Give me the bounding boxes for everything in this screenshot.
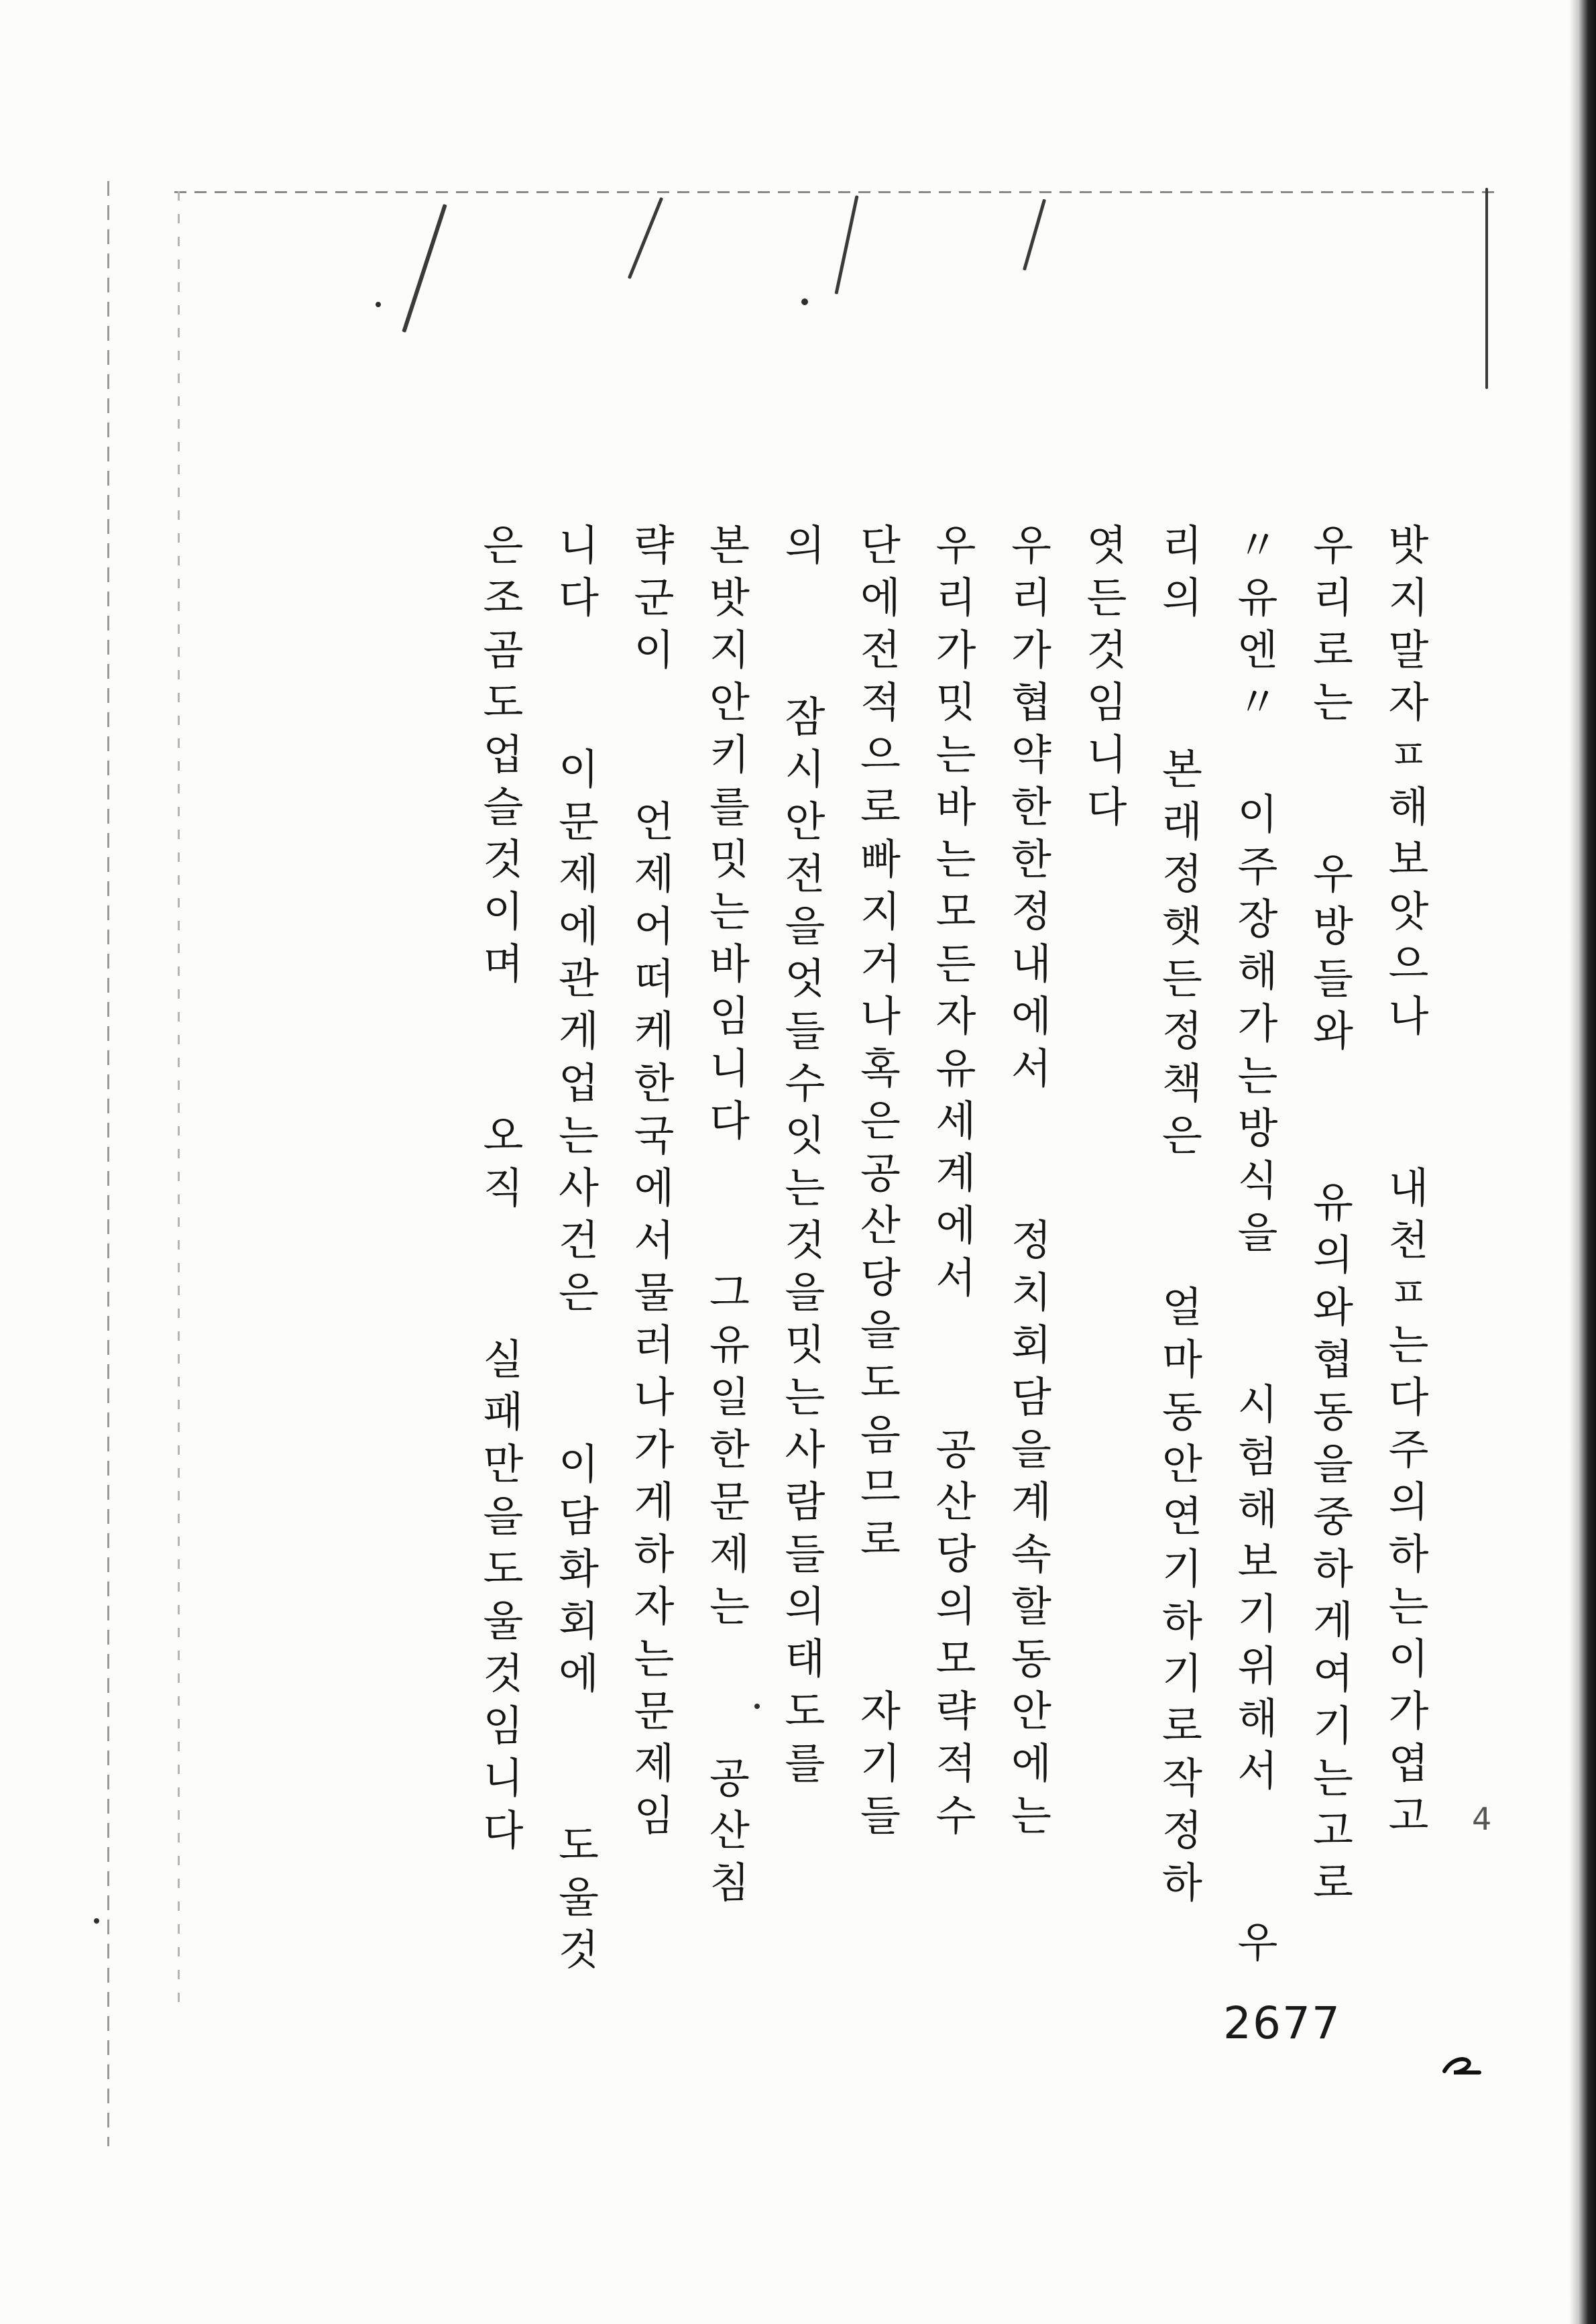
scan-speck	[801, 298, 808, 305]
scan-speck	[94, 1918, 99, 1924]
text-column: 은조곰도업슬것이며 오직 실패만을도울것임니다	[475, 523, 524, 1861]
page-number: 2677	[1223, 1997, 1341, 2049]
scan-right-edge	[1569, 0, 1596, 2324]
scan-speck	[376, 302, 381, 307]
scan-scratch	[1485, 188, 1488, 389]
frame-inner-edge	[178, 191, 180, 2002]
text-column: 의 잠시안전을엇들수잇는것을밋는사람들의태도를	[777, 523, 826, 1793]
text-column: 니다 이문제에관게업는사건은 이담화회에 도울것	[551, 523, 600, 1980]
text-column: 엿든것임니다	[1079, 523, 1128, 837]
text-column: 우리가밋는바는모든자유세계에서 공산당의모략적수	[928, 523, 977, 1846]
text-column: 리의 본래정햇든정책은 얼마동안연기하기로작정하	[1154, 523, 1204, 1913]
text-column: 우리로는 우방들와 유의와협동을중하게여기는고로	[1305, 523, 1355, 1913]
margin-page-mark: 4	[1472, 1801, 1492, 1837]
scan-scratch	[834, 195, 858, 294]
text-column: 우리가협약한한정내에서 정치회담을계속할동안에는	[1003, 523, 1053, 1846]
pen-mark-icon	[1442, 2052, 1482, 2077]
scan-scratch	[402, 204, 447, 333]
frame-top-edge	[174, 191, 1502, 193]
frame-left-edge	[107, 181, 109, 2146]
text-column: 략군이 언제어떠케한국에서물러나가게하자는문제임	[626, 523, 675, 1846]
text-column: 본밧지안키를밋는바임니다 그유일한문제는 공산침	[701, 523, 751, 1913]
vertical-text-body	[463, 523, 1442, 1980]
text-column: 밧지말자ㅍ해보앗으나 내천ㅍ는다주의하는이가엽고	[1381, 523, 1430, 1846]
scan-scratch	[628, 197, 663, 279]
scan-scratch	[1023, 199, 1046, 270]
text-column: 단에전적으로빠지거나혹은공산당을도음므로 자기들	[852, 523, 902, 1846]
text-column: 〃유엔〃 이주장해가는방식을 시험해보기위해서 우	[1230, 523, 1279, 1973]
